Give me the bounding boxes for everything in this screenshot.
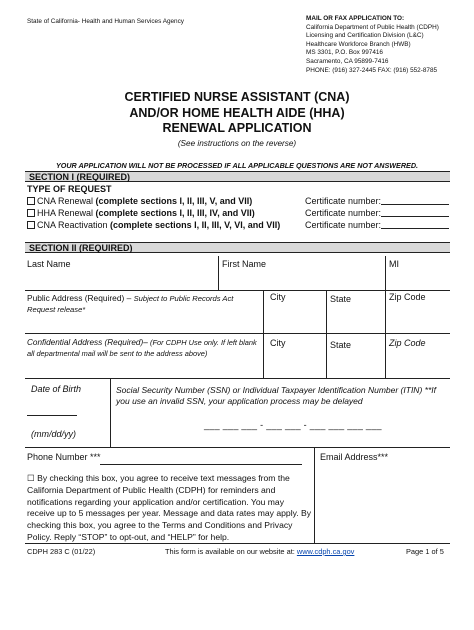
instructions-note: (See instructions on the reverse) (177, 139, 297, 148)
dob-format: (mm/dd/yy) (31, 429, 76, 439)
option-hha-renewal[interactable]: HHA Renewal (complete sections I, II, III, IV, and VII) (27, 208, 255, 219)
website-link[interactable]: www.cdph.ca.gov (296, 547, 355, 556)
mail-line-3: Healthcare Workforce Branch (HWB) (306, 40, 411, 48)
confidential-address-label: Confidential Address (Required)– (For CDPH Use only. If left blank all departmental mail will be sent to the address above) (27, 338, 257, 358)
cert-number-1-field[interactable] (381, 196, 449, 205)
cert-number-3-field[interactable] (381, 220, 449, 229)
mi-field[interactable] (389, 272, 447, 287)
section-1-heading: SECTION I (REQUIRED) (25, 171, 450, 182)
cert-number-1[interactable]: Certificate number: (305, 196, 449, 207)
email-label: Email Address*** (320, 452, 389, 462)
form-id: CDPH 283 C (01/22) (27, 547, 96, 556)
first-name-field[interactable] (222, 272, 382, 287)
mail-to-block (306, 15, 471, 75)
ssn-field[interactable]: ___ ___ ___ - ___ ___ - ___ ___ ___ ___ (204, 420, 382, 430)
mail-to-title: MAIL OR FAX APPLICATION TO: (306, 15, 405, 22)
cert-number-2[interactable]: Certificate number: (305, 208, 449, 219)
cna-reactivation-checkbox[interactable] (27, 221, 35, 229)
type-of-request-label: TYPE OF REQUEST (27, 184, 112, 194)
zip2-label: Zip Code (389, 338, 426, 348)
mail-line-1: California Department of Public Health (CDPH) (306, 23, 439, 31)
title-line-3: RENEWAL APPLICATION (162, 121, 312, 135)
title-line-2: AND/OR HOME HEALTH AIDE (HHA) (129, 105, 345, 120)
cert-number-2-field[interactable] (381, 208, 449, 217)
last-name-label: Last Name (27, 259, 71, 269)
dob-field[interactable] (27, 415, 77, 416)
cna-renewal-checkbox[interactable] (27, 197, 35, 205)
first-name-label: First Name (222, 259, 267, 269)
mi-label: MI (389, 259, 399, 269)
warning-text: YOUR APPLICATION WILL NOT BE PROCESSED IF ALL APPLICABLE QUESTIONS ARE NOT ANSWERED. (55, 161, 419, 170)
city2-label: City (270, 338, 286, 348)
cert-number-3[interactable]: Certificate number: (305, 220, 449, 231)
section-2-heading: SECTION II (REQUIRED) (25, 242, 450, 253)
agency-name: State of California- Health and Human Services Agency (27, 18, 185, 25)
city-label: City (270, 292, 286, 302)
zip-label: Zip Code (389, 292, 426, 302)
public-address-label: Public Address (Required) – Subject to Public Records Act Request release* (27, 293, 234, 314)
mail-line-2: Licensing and Certification Division (L&C) (306, 32, 424, 40)
title-line-1: CERTIFIED NURSE ASSISTANT (CNA) (124, 90, 350, 104)
phone-field[interactable] (100, 464, 302, 465)
mail-line-6: PHONE: (916) 327-2445 FAX: (916) 552-8785 (306, 66, 438, 74)
phone-label: Phone Number *** (27, 452, 101, 462)
dob-label: Date of Birth (31, 384, 82, 394)
ssn-label: Social Security Number (SSN) or Individual Taxpayer Identification Number (ITIN) **If you use an invalid SSN, your application process may be delayed (116, 385, 436, 406)
last-name-field[interactable] (27, 272, 215, 287)
email-field[interactable] (320, 464, 448, 540)
hha-renewal-checkbox[interactable] (27, 209, 35, 217)
state-label: State (330, 294, 352, 304)
sms-consent-text[interactable]: ☐ By checking this box, you agree to receive text messages from the California Department of Public Health (CDPH) for reminders and notifications regarding your application and/or certification. You may receive up to 5 messages per year. Message and data rates may apply. By checking this box, you agree to the Terms and Conditions and Privacy Policy. Reply “STOP” to opt-out, and “HELP” for help. (27, 473, 312, 542)
mail-line-4: MS 3301, P.O. Box 997416 (306, 49, 383, 57)
mail-line-5: Sacramento, CA 95899-7416 (306, 57, 389, 65)
page-number: Page 1 of 5 (406, 547, 444, 556)
option-cna-renewal[interactable]: CNA Renewal (complete sections I, II, III, V, and VII) (27, 196, 252, 207)
form-title (0, 90, 474, 137)
state2-label: State (330, 340, 352, 350)
option-cna-reactivation[interactable]: CNA Reactivation (complete sections I, II, III, V, VI, and VII) (27, 220, 280, 231)
website-note: This form is available on our website at: www.cdph.ca.gov (165, 547, 355, 556)
